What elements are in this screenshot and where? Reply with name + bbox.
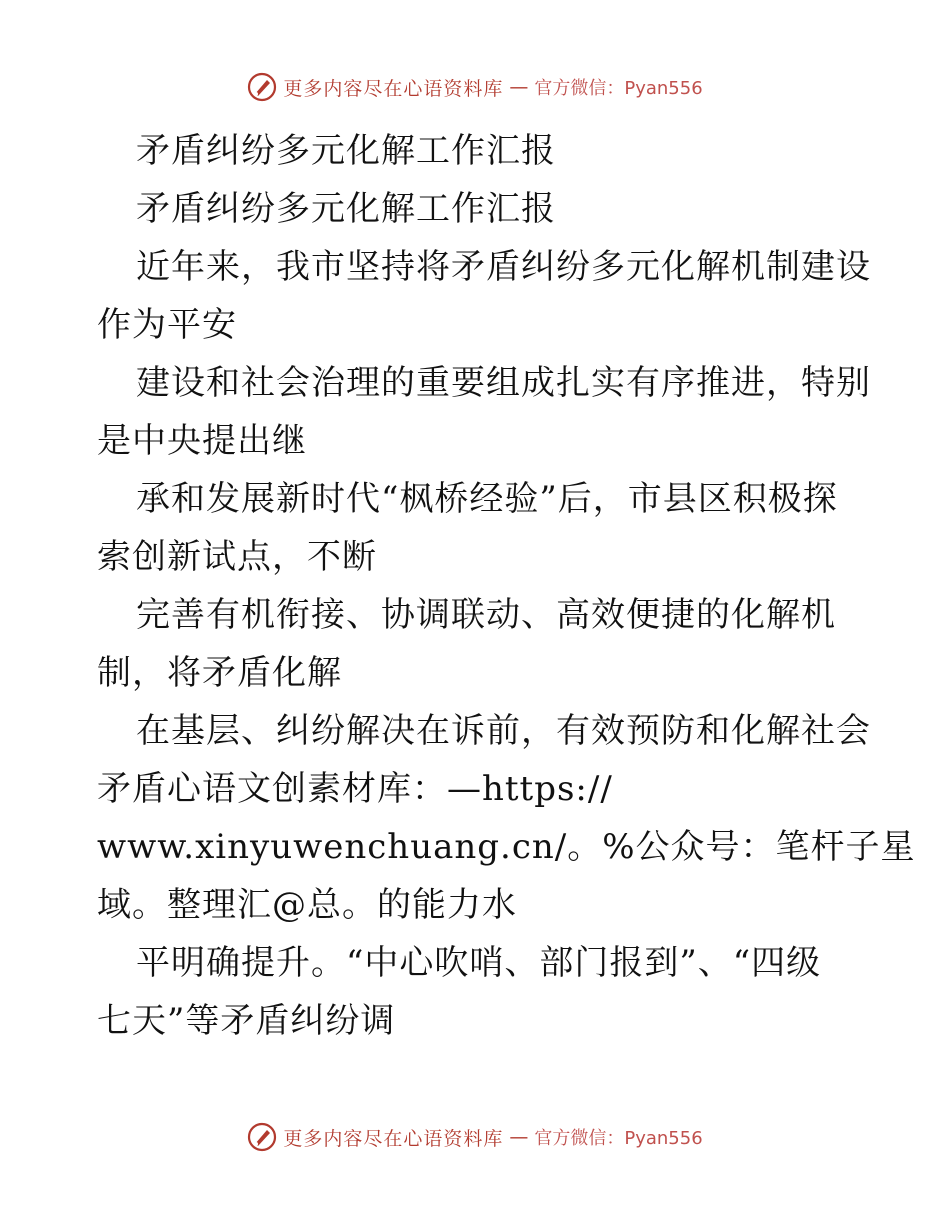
header-watermark (0, 72, 950, 102)
watermark-separator: — (509, 1126, 529, 1148)
paragraph-line: 域。整理汇@总。的能力水 (97, 885, 517, 925)
paragraph-line: 矛盾心语文创素材库：—https:// (97, 769, 613, 809)
paragraph-line: 完善有机衔接、协调联动、高效便捷的化解机 (136, 595, 836, 635)
watermark-wechat: 官方微信：Pyan556 (534, 78, 703, 99)
url-line: www.xinyuwenchuang.cn/。%公众号：笔杆子星 (97, 827, 916, 867)
watermark-wechat: 官方微信：Pyan556 (534, 1128, 703, 1149)
doc-title: 矛盾纠纷多元化解工作汇报 (136, 131, 556, 171)
paragraph-line: 制，将矛盾化解 (97, 653, 342, 693)
paragraph-line: 平明确提升。“中心吹哨、部门报到”、“四级 (136, 943, 822, 983)
paragraph-line: 七天”等矛盾纠纷调 (97, 1001, 396, 1041)
paragraph-line: 索创新试点，不断 (97, 537, 377, 577)
paragraph-line: 承和发展新时代“枫桥经验”后，市县区积极探 (136, 479, 838, 519)
document-body (97, 122, 916, 1050)
paragraph-line: 是中央提出继 (97, 421, 307, 461)
paragraph-line: 近年来，我市坚持将矛盾纠纷多元化解机制建设 (136, 247, 871, 287)
watermark-brand: 更多内容尽在心语资料库 (283, 1127, 504, 1150)
watermark-brand: 更多内容尽在心语资料库 (283, 77, 504, 100)
footer-watermark (0, 1122, 950, 1152)
paragraph-line: 作为平安 (97, 305, 237, 345)
doc-subtitle: 矛盾纠纷多元化解工作汇报 (136, 189, 556, 229)
watermark-separator: — (509, 76, 529, 98)
pen-logo-icon (247, 72, 277, 102)
paragraph-line: 在基层、纠纷解决在诉前，有效预防和化解社会 (136, 711, 871, 751)
pen-logo-icon (247, 1122, 277, 1152)
paragraph-line: 建设和社会治理的重要组成扎实有序推进，特别 (136, 363, 871, 403)
